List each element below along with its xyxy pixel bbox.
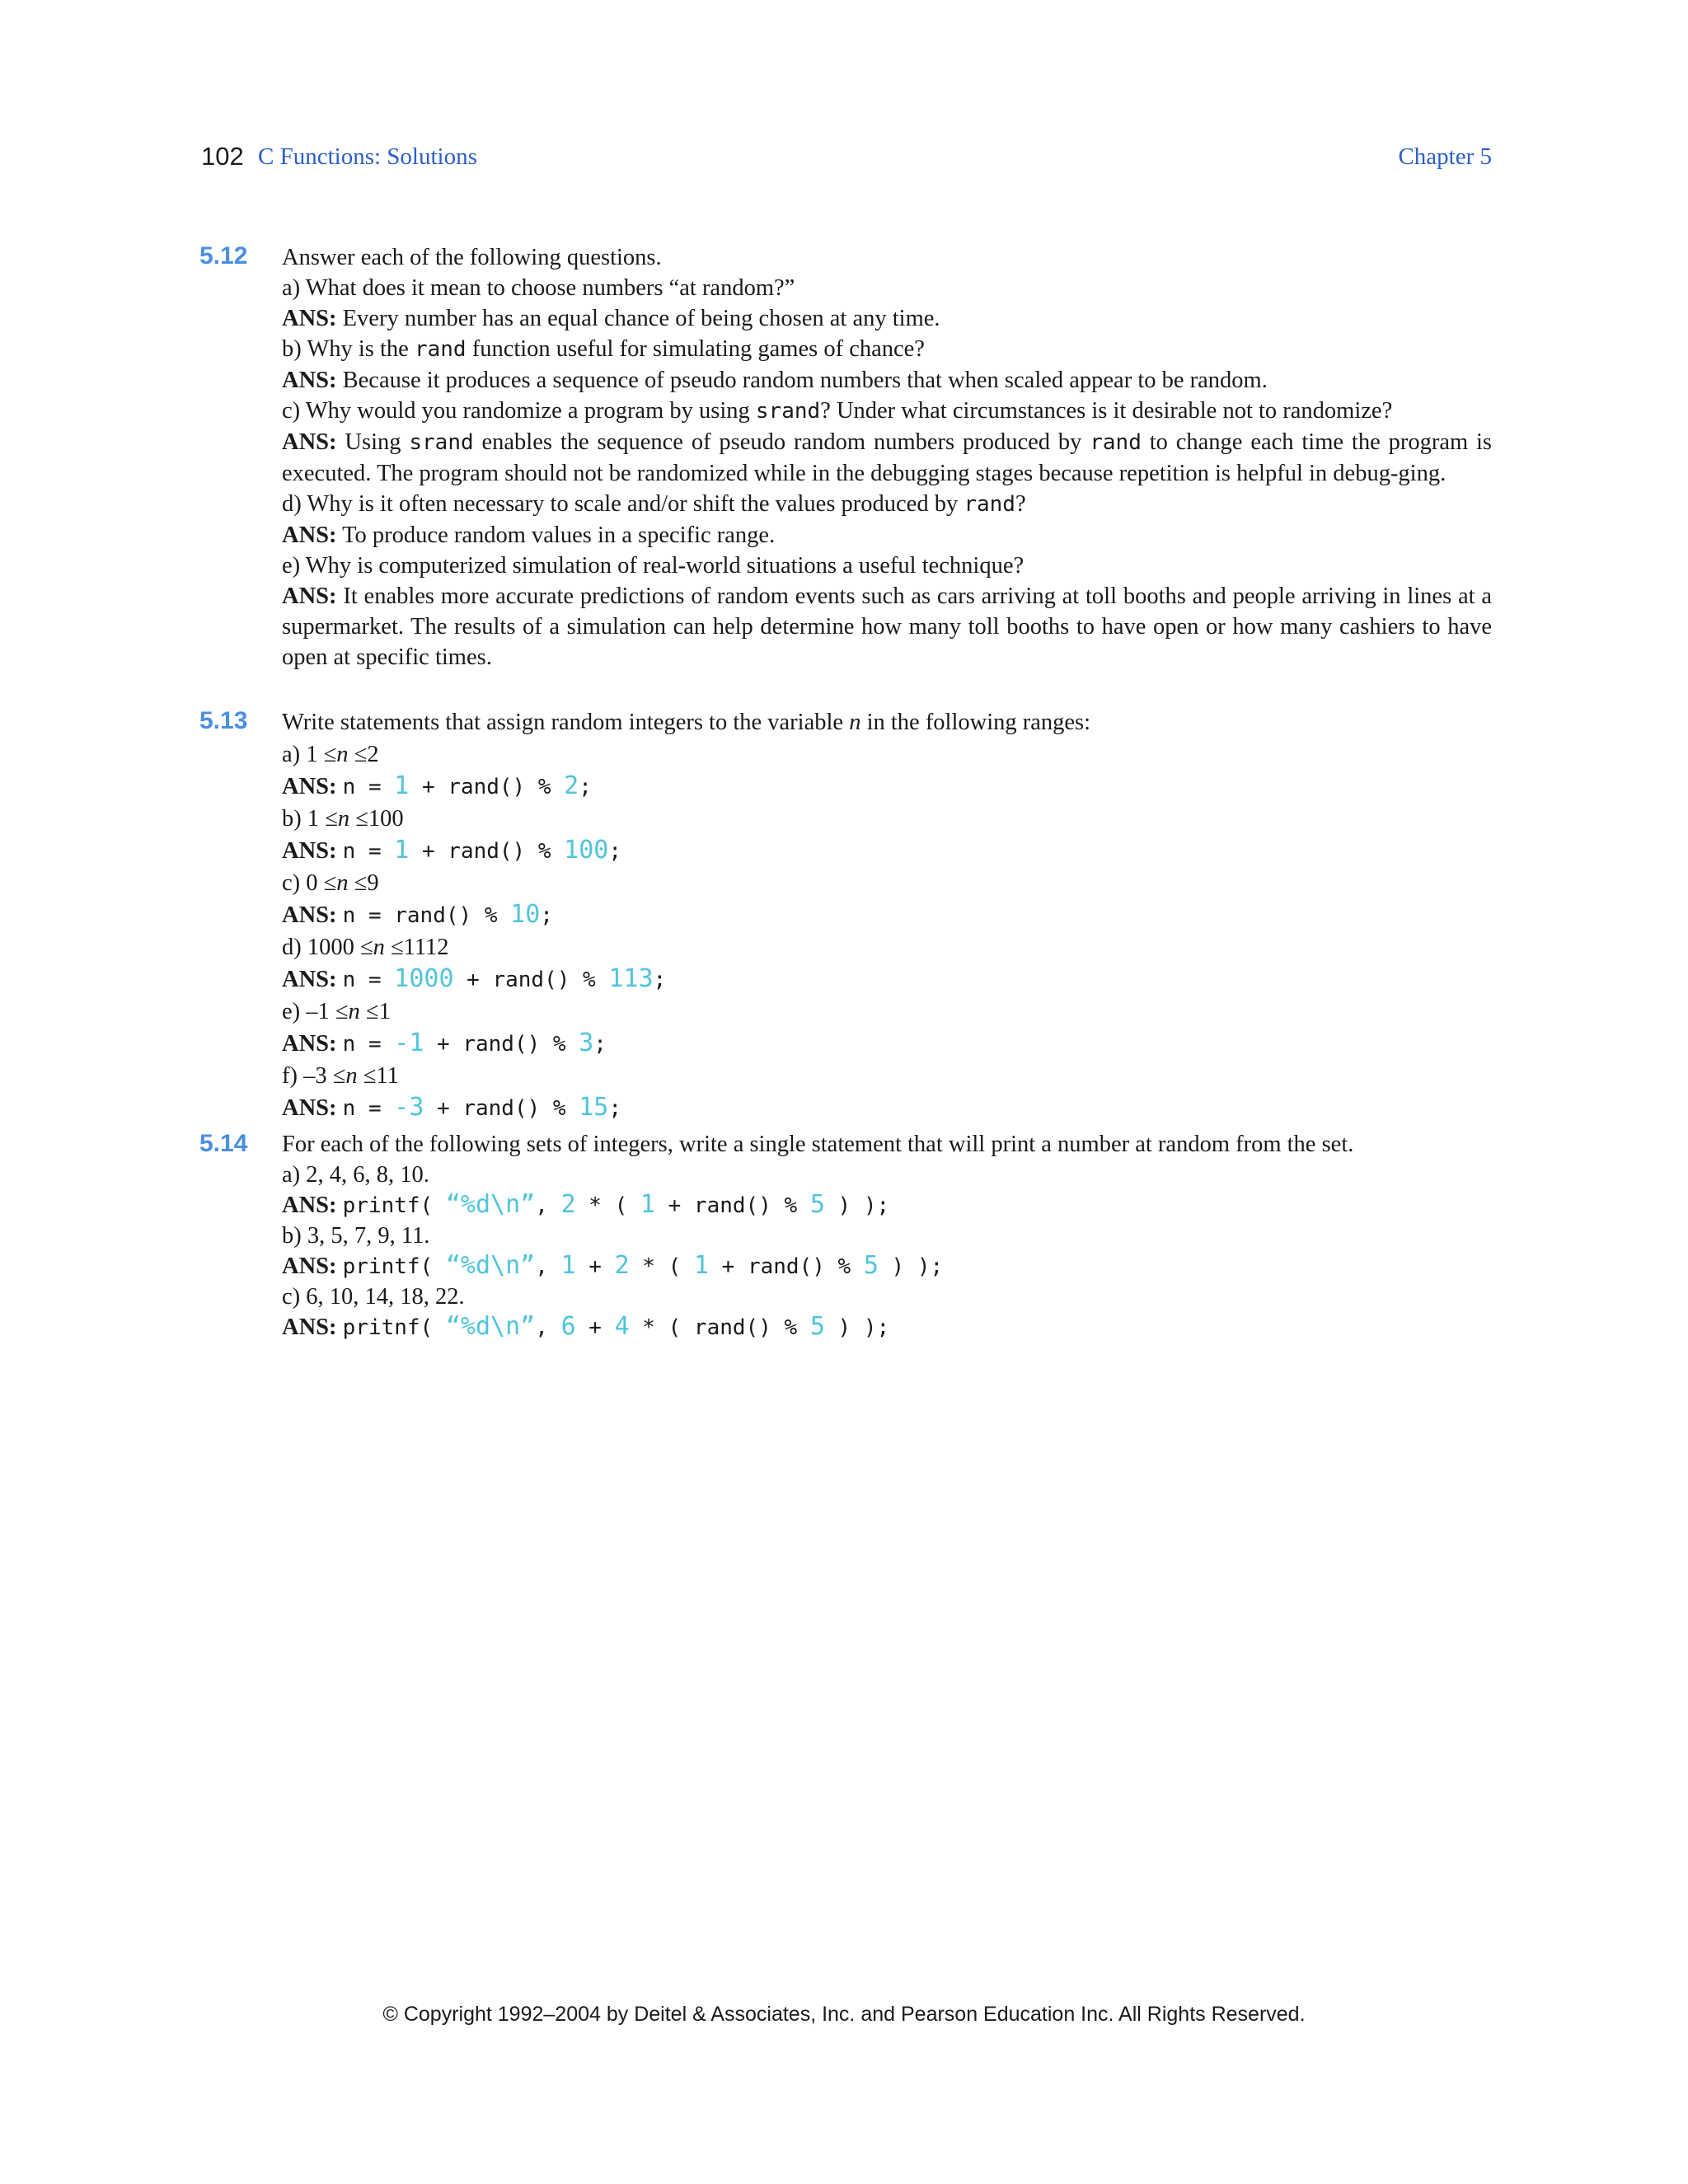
answer-a: ANS: Every number has an equal chance of being chosen at any time. — [282, 306, 940, 331]
answer-c: ANS: Using srand enables the sequence of pseudo random numbers produced by rand to change each time the program is executed. The program should not be randomized while in the debugging stages because repetition is helpful in debug-ging. — [282, 429, 1493, 486]
answer-b: ANS: printf( “%d\n”, 1 + 2 * ( 1 + rand() % 5 ) ); — [282, 1251, 944, 1280]
exercise-body — [282, 242, 1492, 673]
ans-label: ANS: — [282, 429, 337, 455]
answer-d: ANS: To produce random values in a specific range. — [282, 523, 776, 548]
set-c: c) 6, 10, 14, 18, 22. — [282, 1283, 465, 1310]
exercise-body — [282, 707, 1492, 1125]
question-a: a) What does it mean to choose numbers “at random?” — [282, 275, 795, 301]
exercise-intro: For each of the following sets of integers, write a single statement that will print a number at random from the set. — [282, 1132, 1354, 1157]
page-header — [201, 142, 1492, 175]
range-e: e) –1 ≤n ≤1 — [282, 998, 391, 1024]
exercise-number: 5.13 — [199, 707, 248, 734]
exercise-intro: Write statements that assign random integers to the variable n in the following ranges: — [282, 710, 1091, 735]
question-c: c) Why would you randomize a program by using srand? Under what circumstances is it desirable not to randomize? — [282, 398, 1393, 424]
exercise-number: 5.12 — [199, 242, 248, 269]
question-b: b) Why is the rand function useful for simulating games of chance? — [282, 336, 925, 362]
answer-a: ANS: printf( “%d\n”, 2 * ( 1 + rand() % 5 ) ); — [282, 1190, 890, 1219]
range-d: d) 1000 ≤n ≤1112 — [282, 934, 449, 960]
answer-c: ANS: n = rand() % 10; — [282, 900, 553, 929]
set-b: b) 3, 5, 7, 9, 11. — [282, 1222, 430, 1249]
set-a: a) 2, 4, 6, 8, 10. — [282, 1161, 429, 1188]
range-c: c) 0 ≤n ≤9 — [282, 869, 379, 896]
answer-b: ANS: Because it produces a sequence of pseudo random numbers that when scaled appear to be random. — [282, 368, 1268, 393]
running-title: C Functions: Solutions — [258, 143, 477, 170]
answer-f: ANS: n = -3 + rand() % 15; — [282, 1093, 622, 1122]
range-f: f) –3 ≤n ≤11 — [282, 1062, 399, 1089]
answer-e: ANS: It enables more accurate predictions of random events such as cars arriving at toll booths and people arriving in lines at a supermarket. The results of a simulation can help determine how many toll booths to have open or how many cashiers to have open at specific times. — [282, 583, 1492, 670]
ans-label: ANS: — [282, 583, 337, 609]
ans-label: ANS: — [282, 306, 337, 331]
answer-d: ANS: n = 1000 + rand() % 113; — [282, 964, 667, 993]
exercise-number: 5.14 — [199, 1130, 248, 1157]
exercise-body — [282, 1130, 1492, 1343]
copyright-footer: © Copyright 1992–2004 by Deitel & Associates, Inc. and Pearson Education Inc. All Rights Reserved. — [382, 2003, 1306, 2026]
range-a: a) 1 ≤n ≤2 — [282, 741, 379, 767]
question-e: e) Why is computerized simulation of real-world situations a useful technique? — [282, 553, 1025, 579]
answer-a: ANS: n = 1 + rand() % 2; — [282, 771, 592, 800]
page-number: 102 — [201, 142, 244, 171]
chapter-label: Chapter 5 — [1398, 143, 1492, 170]
answer-c: ANS: pritnf( “%d\n”, 6 + 4 * ( rand() % 5 ) ); — [282, 1312, 890, 1341]
exercise-intro: Answer each of the following questions. — [282, 245, 662, 270]
range-b: b) 1 ≤n ≤100 — [282, 805, 404, 832]
question-d: d) Why is it often necessary to scale and/or shift the values produced by rand? — [282, 491, 1026, 517]
answer-e: ANS: n = -1 + rand() % 3; — [282, 1029, 607, 1057]
ans-label: ANS: — [282, 523, 337, 548]
ans-label: ANS: — [282, 368, 337, 393]
answer-b: ANS: n = 1 + rand() % 100; — [282, 836, 622, 865]
